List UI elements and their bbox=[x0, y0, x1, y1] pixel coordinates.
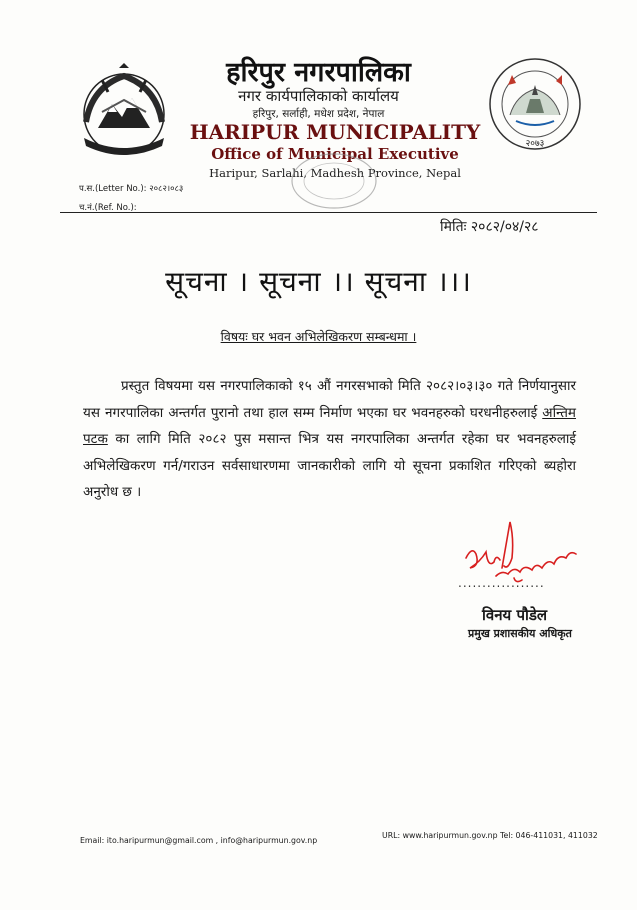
letter-number: प.स.(Letter No.): २०८२।०८३ bbox=[79, 184, 184, 194]
notice-heading: सूचना । सूचना ।। सूचना ।।। bbox=[165, 265, 472, 298]
signature-line: .................. bbox=[458, 576, 545, 590]
office-name-nepali: नगर कार्यपालिकाको कार्यालय bbox=[238, 87, 399, 105]
notice-body bbox=[83, 373, 576, 506]
subject-line bbox=[0, 328, 637, 345]
address-nepali: हरिपुर, सर्लाही, मधेश प्रदेश, नेपाल bbox=[252, 108, 385, 120]
notice-date: मितिः २०८२/०४/२८ bbox=[440, 219, 539, 235]
footer-email: Email: ito.haripurmun@gmail.com , info@haripurmun.gov.np bbox=[80, 836, 318, 845]
office-name-english: Office of Municipal Executive bbox=[211, 145, 459, 163]
body-text-part1: प्रस्तुत विषयमा यस नगरपालिकाको १५ औं नगरसभाको मिति २०८२।०३।३० गते निर्णयानुसार यस नगरपालिका अन्तर्गत पुरानो तथा हाल सम्म निर्माण भएका घर भवनहरुको घरधनीहरुलाई bbox=[83, 378, 576, 421]
footer-contact: URL: www.haripurmun.gov.np Tel: 046-411031, 411032 bbox=[382, 831, 598, 840]
reference-number: च.नं.(Ref. No.): bbox=[79, 203, 137, 213]
signer-name: विनय पौडेल bbox=[482, 606, 548, 624]
subject-text: विषयः घर भवन अभिलेखिकरण सम्बन्धमा । bbox=[220, 329, 417, 344]
office-stamp-icon bbox=[288, 150, 380, 212]
signer-title: प्रमुख प्रशासकीय अधिकृत bbox=[468, 627, 572, 640]
address-english: Haripur, Sarlahi, Madhesh Province, Nepal bbox=[209, 166, 461, 180]
seal-year: २०७३ bbox=[525, 139, 545, 149]
body-emphasis: अन्तिम पटक bbox=[83, 404, 576, 447]
municipality-name-nepali: हरिपुर नगरपालिका bbox=[226, 57, 411, 88]
municipality-name-english: HARIPUR MUNICIPALITY bbox=[189, 120, 481, 144]
body-text-part2: का लागि मिति २०८२ पुस मसान्त भित्र यस नगरपालिका अन्तर्गत रहेका घर भवनहरुलाई अभिलेखिकरण गर्न/गराउन सर्वसाधारणमा जानकारीको लागि यो सूचना प्रकाशित गरिएको ब्यहोरा अनुरोध छ । bbox=[83, 431, 576, 500]
header-divider bbox=[60, 212, 597, 213]
